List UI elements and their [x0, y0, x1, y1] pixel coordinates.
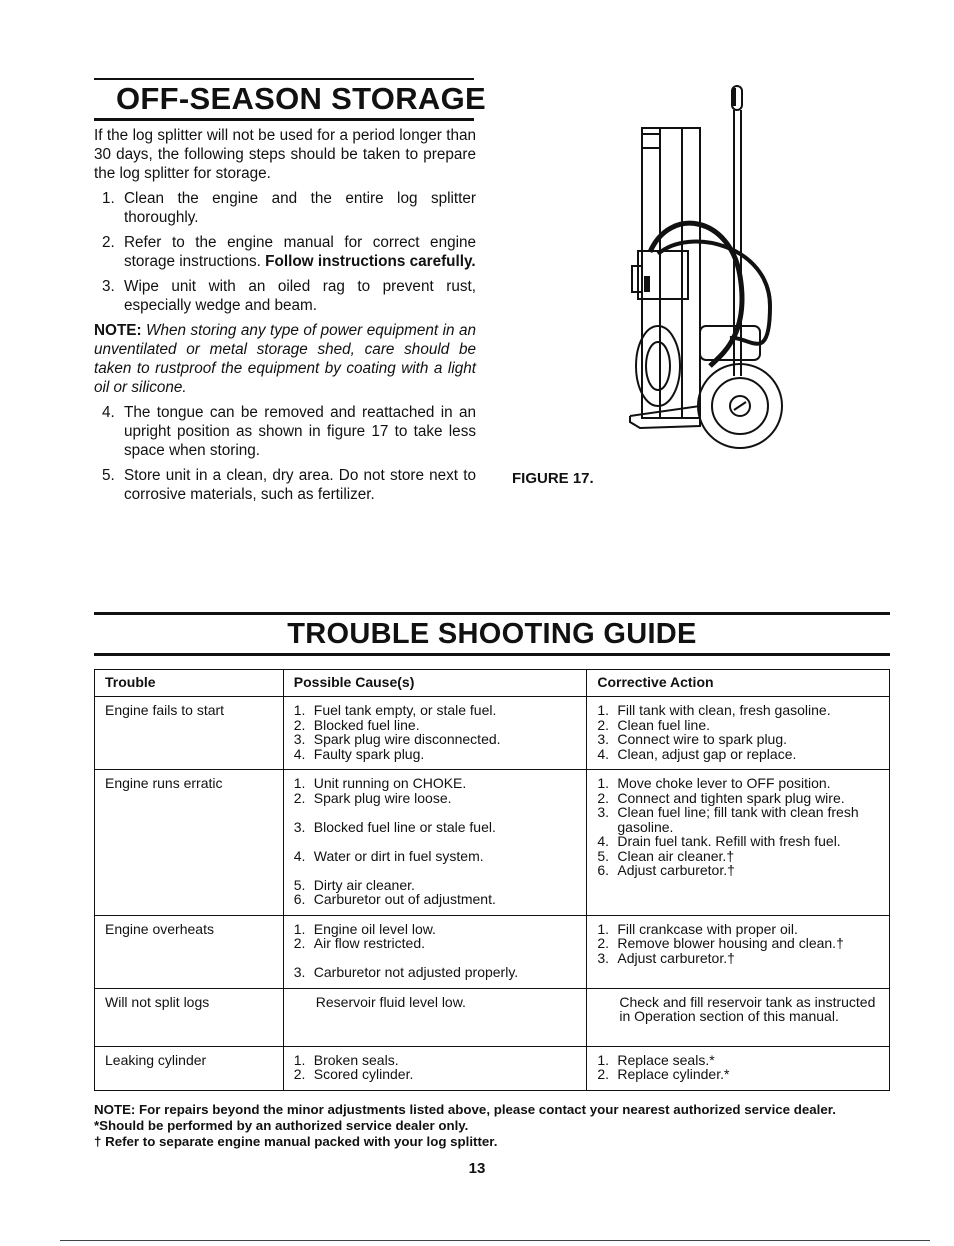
storage-step-5: 5. Store unit in a clean, dry area. Do not store next to corrosive materials, such as fertilizer. — [102, 467, 476, 503]
list-item: 1. Fill tank with clean, fresh gasoline. — [597, 702, 831, 718]
list-item: 1. Fuel tank empty, or stale fuel. — [293, 702, 497, 718]
list-item: 2. Clean fuel line. — [597, 716, 710, 733]
list-item: 5. Clean air cleaner.† — [597, 847, 735, 864]
list-item: 1. Unit running on CHOKE. — [293, 775, 467, 791]
storage-intro: If the log splitter will not be used for a period longer than 30 days, the following steps should be taken to prepare the log splitter for storage. — [94, 127, 476, 182]
storage-title-rule-bottom — [94, 118, 474, 121]
list-item: 3. Adjust carburetor.† — [597, 949, 735, 966]
footnotes — [94, 1102, 914, 1150]
list-item: 2. Scored cylinder. — [293, 1066, 414, 1082]
table-row — [95, 1046, 890, 1090]
table-row — [95, 770, 890, 916]
list-item: 1. Replace seals.* — [597, 1051, 715, 1068]
storage-note-label: NOTE: — [94, 322, 142, 339]
list-item: 3. Blocked fuel line or stale fuel. — [293, 818, 496, 835]
list-item: 2. Remove blower housing and clean.† — [597, 935, 844, 951]
trouble-cell: Engine overheats — [95, 915, 284, 988]
list-item: 6. Adjust carburetor.† — [597, 862, 735, 878]
log-splitter-upright-illustration — [620, 76, 800, 456]
header-action: Corrective Action — [587, 670, 890, 697]
causes-cell: Reservoir fluid level low. — [283, 988, 587, 1046]
list-item: 3. Clean fuel line; fill tank with clean fresh gasoline. — [597, 804, 859, 835]
list-item: 3. Connect wire to spark plug. — [597, 731, 788, 747]
list-item: 2. Replace cylinder.* — [597, 1066, 730, 1082]
storage-instructions — [94, 126, 476, 510]
table-header-row — [95, 670, 890, 697]
header-trouble: Trouble — [95, 670, 284, 697]
guide-title: TROUBLE SHOOTING GUIDE — [287, 618, 697, 650]
guide-title-rule-top — [94, 612, 890, 615]
storage-step-4: 4. The tongue can be removed and reattached in an upright position as shown in figure 17 to take less space when storing. — [102, 404, 476, 459]
list-item: 1. Broken seals. — [293, 1051, 399, 1068]
action-cell — [587, 1046, 890, 1090]
list-item: 2. Connect and tighten spark plug wire. — [597, 789, 845, 806]
list-item: 2. Air flow restricted. — [293, 935, 426, 951]
storage-steps — [94, 189, 476, 315]
list-item: 2. Spark plug wire loose. — [293, 789, 452, 806]
action-cell — [587, 697, 890, 770]
table-row — [95, 915, 890, 988]
storage-step-3: 3. Wipe unit with an oiled rag to prevent rust, especially wedge and beam. — [102, 278, 476, 314]
figure-caption: FIGURE 17. — [512, 470, 594, 487]
list-item: 1. Move choke lever to OFF position. — [597, 775, 831, 791]
list-item: 6. Carburetor out of adjustment. — [293, 891, 496, 907]
list-item: 2. Blocked fuel line. — [293, 716, 420, 733]
list-item: 1. Fill crankcase with proper oil. — [597, 920, 798, 937]
page-number: 13 — [468, 1160, 486, 1177]
trouble-shooting-table — [94, 669, 890, 1091]
list-item: 4. Clean, adjust gap or replace. — [597, 745, 797, 762]
trouble-cell: Will not split logs — [95, 988, 284, 1046]
trouble-cell: Engine runs erratic — [95, 770, 284, 916]
trouble-cell: Engine fails to start — [95, 697, 284, 770]
storage-step-2: 2. Refer to the engine manual for correct engine storage instructions. Follow instructions carefully. — [102, 234, 476, 270]
list-item: 4. Faulty spark plug. — [293, 745, 425, 762]
list-item: 4. Water or dirt in fuel system. — [293, 847, 484, 864]
table-row — [95, 988, 890, 1046]
list-item: 5. Dirty air cleaner. — [293, 876, 415, 893]
storage-step-2-emphasis: Follow instructions carefully. — [265, 253, 476, 270]
table-row — [95, 697, 890, 770]
causes-cell — [283, 915, 587, 988]
guide-title-rule-bottom — [94, 653, 890, 656]
footnote-dagger: † Refer to separate engine manual packed with your log splitter. — [94, 1134, 498, 1149]
storage-title: OFF-SEASON STORAGE — [116, 81, 486, 116]
trouble-cell: Leaking cylinder — [95, 1046, 284, 1090]
causes-cell — [283, 770, 587, 916]
list-item: 3. Spark plug wire disconnected. — [293, 731, 501, 747]
causes-cell — [283, 1046, 587, 1090]
action-cell: Check and fill reservoir tank as instructed in Operation section of this manual. — [587, 988, 890, 1046]
footnote-note: NOTE: For repairs beyond the minor adjustments listed above, please contact your nearest authorized service dealer. — [94, 1102, 836, 1117]
list-item: 4. Drain fuel tank. Refill with fresh fuel. — [597, 833, 841, 849]
action-cell — [587, 915, 890, 988]
causes-cell — [283, 697, 587, 770]
list-item: 3. Carburetor not adjusted properly. — [293, 964, 519, 980]
action-cell — [587, 770, 890, 916]
header-causes: Possible Cause(s) — [283, 670, 587, 697]
footnote-asterisk: *Should be performed by an authorized service dealer only. — [94, 1118, 469, 1133]
list-item: 1. Engine oil level low. — [293, 920, 436, 937]
storage-steps-continued — [94, 403, 476, 504]
storage-note: NOTE: When storing any type of power equipment in an unventilated or metal storage shed, care should be taken to rustproof the equipment by coating with a light oil or silicone. — [94, 322, 476, 396]
storage-step-1: 1. Clean the engine and the entire log splitter thoroughly. — [102, 190, 476, 226]
page-bottom-rule — [60, 1240, 930, 1241]
